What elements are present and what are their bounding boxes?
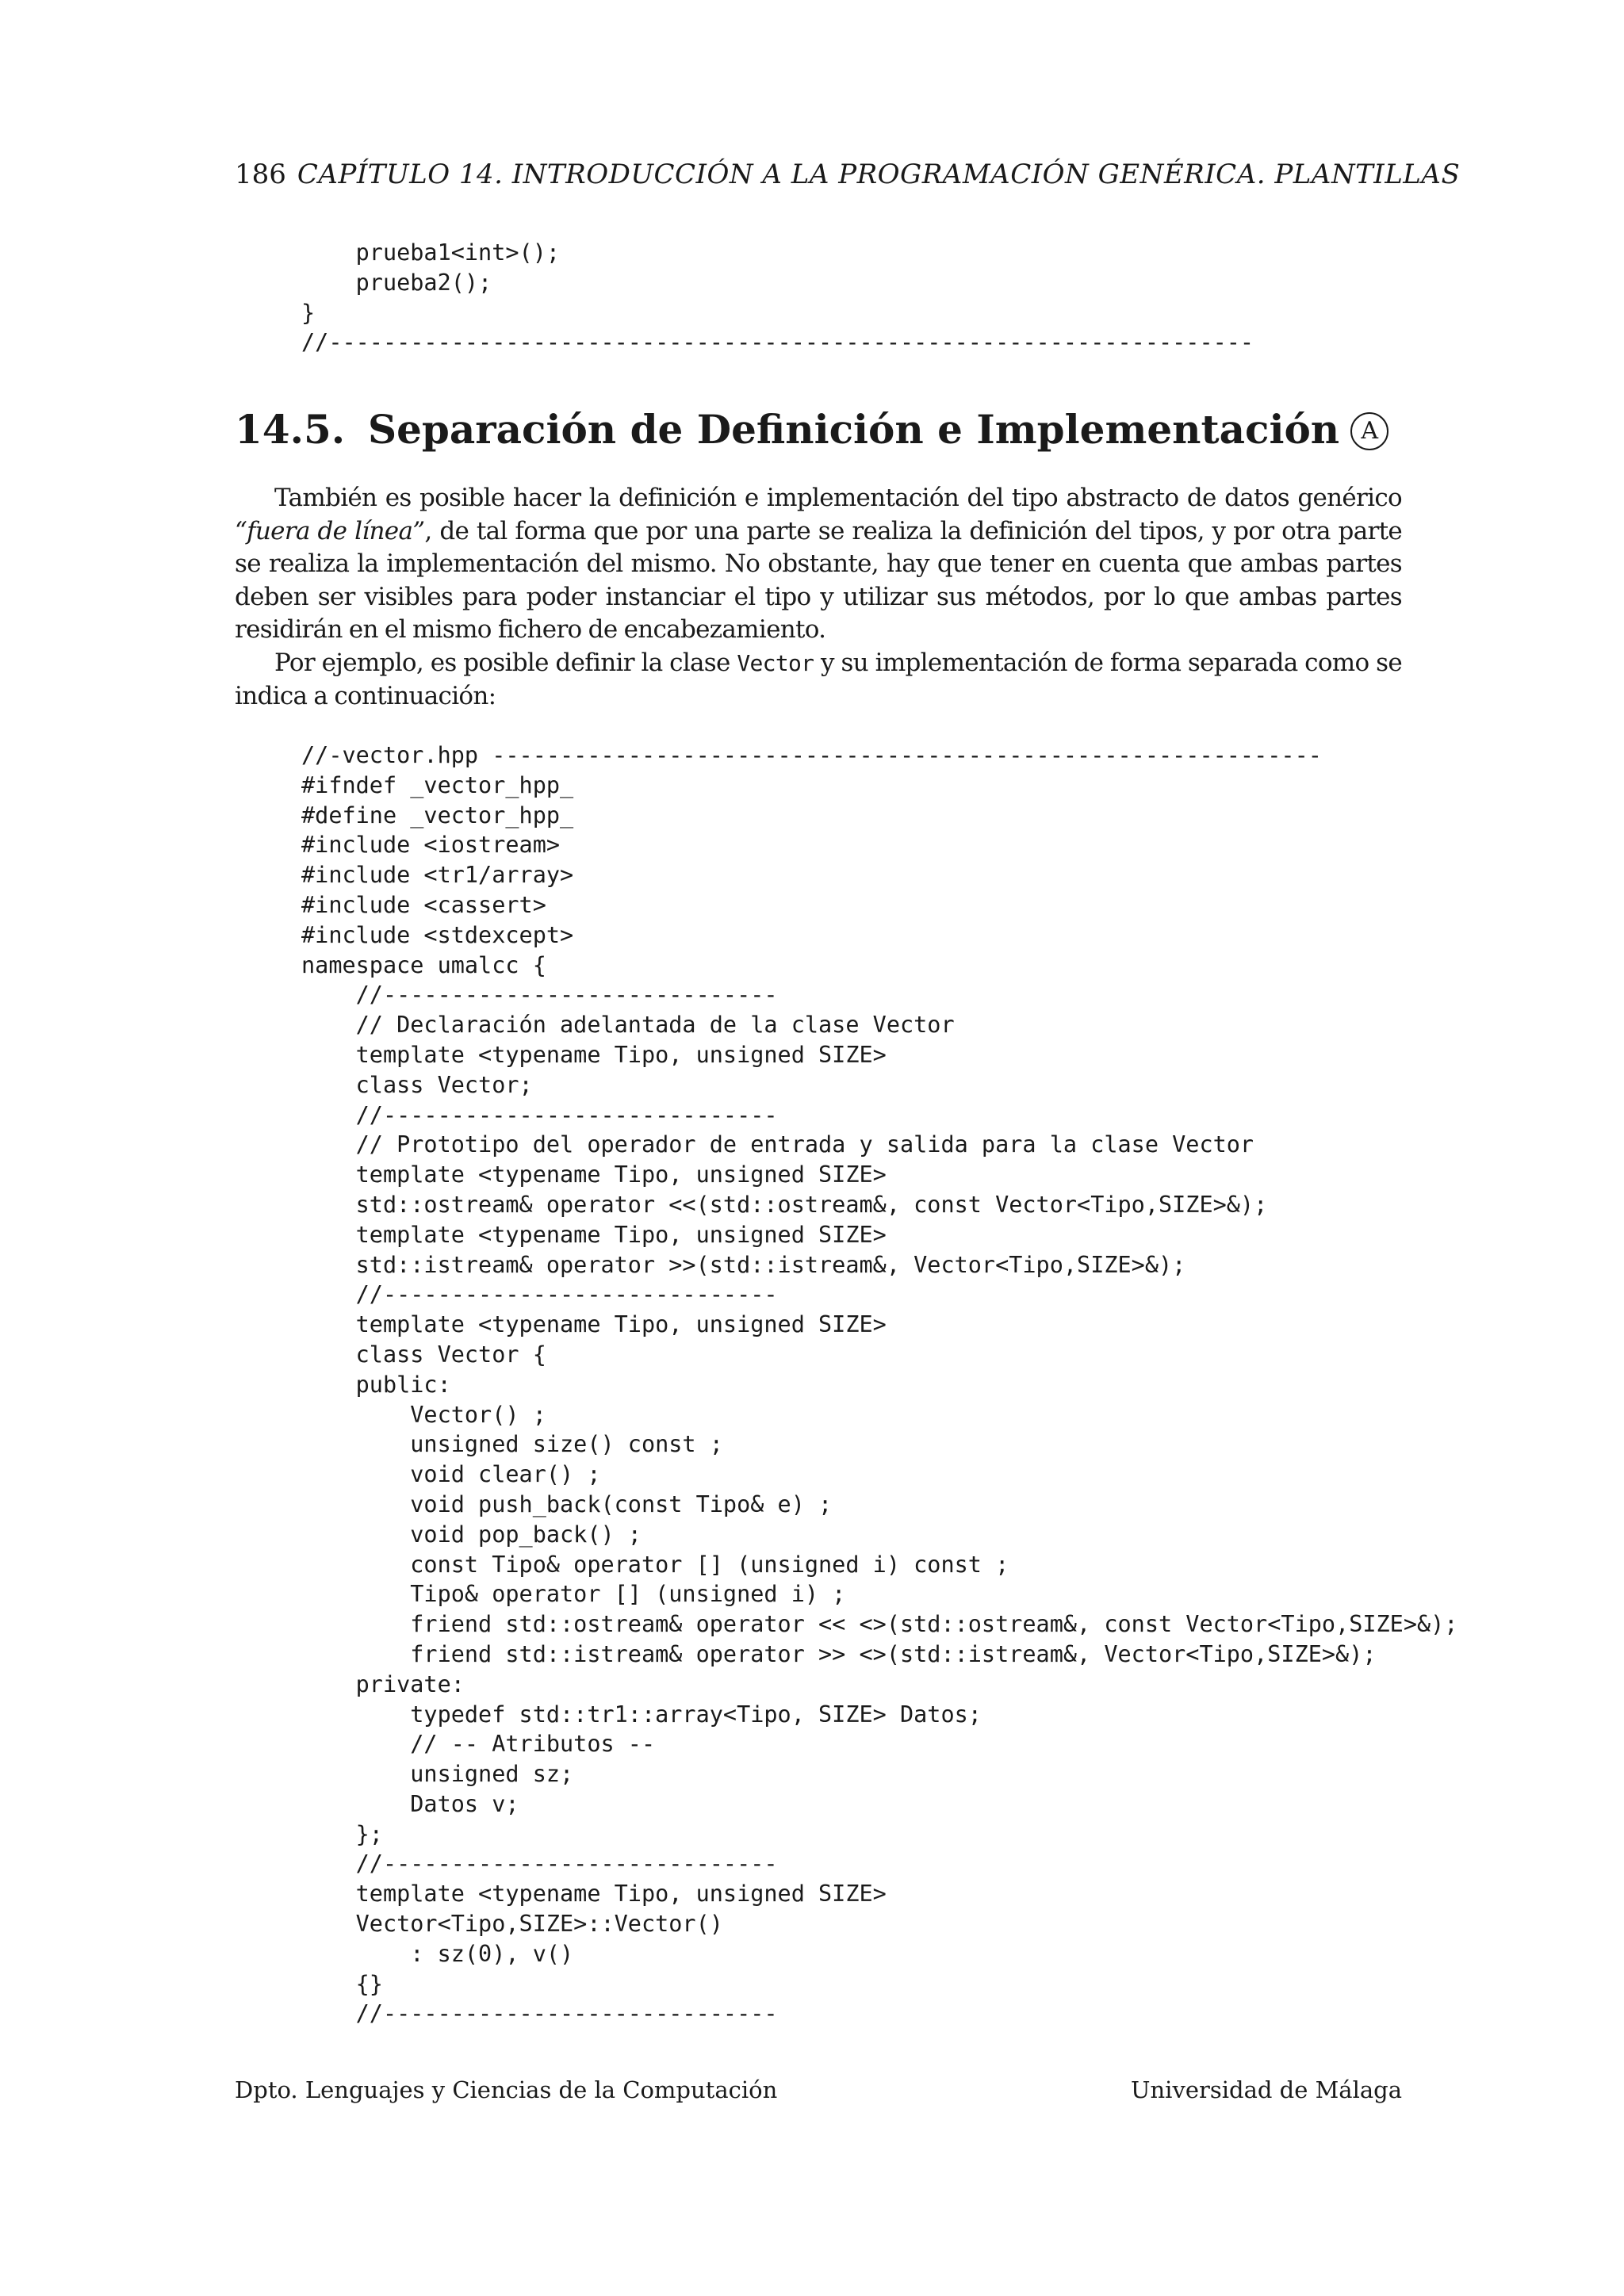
code-block-vector-hpp: //-vector.hpp ------------------------------------------------------------- #ifndef _vector_hpp_ #define _vector_hpp_ #include <iostream> #include <tr1/array> #include <cassert> #include <stdexcept> namespace umalcc { //----------------------------- // Declaración adelantada de la clase Vector template <typename Tipo, unsigned SIZE> class Vector; //----------------------------- // Prototipo del operador de entrada y salida para la clase Vector template <typename Tipo, unsigned SIZE> std::ostream& operator <<(std::ostream&, const Vector<Tipo,SIZE>&); template <typename Tipo, unsigned SIZE> std::istream& operator >>(std::istream&, Vector<Tipo,SIZE>&); //----------------------------- template <typename Tipo, unsigned SIZE> class Vector { public: Vector() ; unsigned size() const ; void clear() ; void push_back(const Tipo& e) ; void pop_back() ; const Tipo& operator [] (unsigned i) const ; Tipo& operator [] (unsigned i) ; friend std::ostream& operator << <>(std::ostream&, const Vector<Tipo,SIZE>&); friend std::istream& operator >> <>(std::istream&, Vector<Tipo,SIZE>&); private: typedef std::tr1::array<Tipo, SIZE> Datos; // -- Atributos -- unsigned sz; Datos v; }; //----------------------------- template <typename Tipo, unsigned SIZE> Vector<Tipo,SIZE>::Vector() : sz(0), v() {} //----------------------------- xyxy=(301,742,1458,2027)
footer-right: Universidad de Málaga xyxy=(1131,2076,1402,2103)
paragraph-intro-emphasis: “fuera de línea” xyxy=(235,516,425,545)
advanced-badge-icon: A xyxy=(1350,412,1388,450)
section-heading xyxy=(235,404,1402,455)
paragraph-example xyxy=(235,647,1402,713)
paragraph-example-code: Vector xyxy=(737,650,814,676)
paragraph-example-text-1: Por ejemplo, es posible definir la clase xyxy=(274,649,737,677)
section-number: 14.5. xyxy=(235,406,346,453)
paragraph-intro-text-1: También es posible hacer la definición e implementación del tipo abstracto de datos genérico xyxy=(274,484,1402,512)
paragraph-intro-text-2: , de tal forma que por una parte se realiza la definición del tipos, y por otra parte se realiza la implementación del mismo. No obstante, hay que tener en cuenta que ambas partes deben ser visibles para poder instanciar el tipo y utilizar sus métodos, por lo que ambas partes residirán en el mismo fichero de encabezamiento. xyxy=(235,516,1402,644)
code-block-top: prueba1<int>(); prueba2(); } //-------------------------------------------------------------------- xyxy=(301,239,1254,356)
paragraph-example-text-2: y su implementación de forma separada como se indica a continuación: xyxy=(235,649,1402,710)
page-number: 186 xyxy=(235,159,286,190)
footer-left: Dpto. Lenguajes y Ciencias de la Computación xyxy=(235,2076,778,2103)
section-title: Separación de Definición e Implementación xyxy=(368,406,1340,453)
running-header xyxy=(235,157,1461,192)
paragraph-intro xyxy=(235,482,1402,647)
running-title: CAPÍTULO 14. INTRODUCCIÓN A LA PROGRAMACIÓN GENÉRICA. PLANTILLAS xyxy=(297,159,1461,190)
